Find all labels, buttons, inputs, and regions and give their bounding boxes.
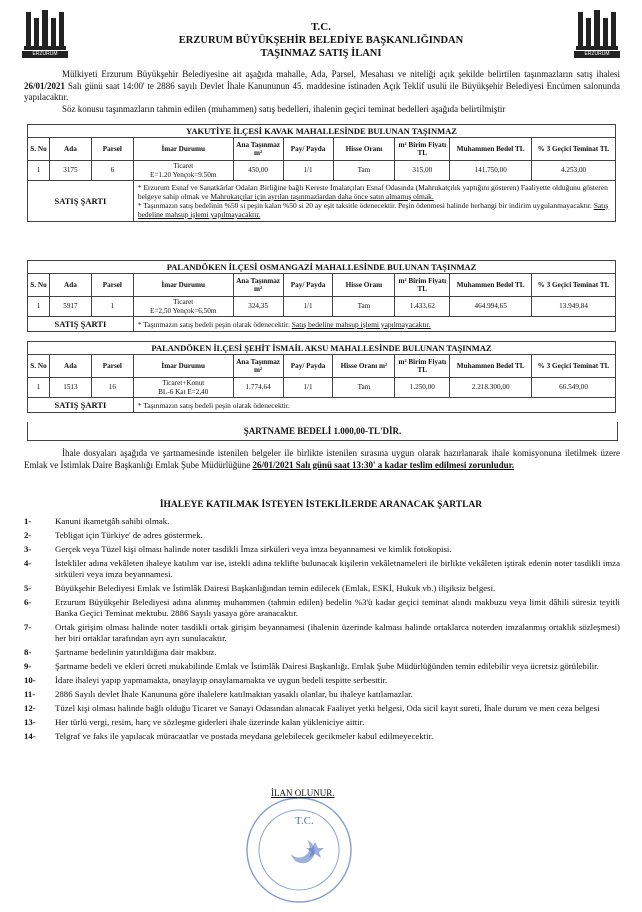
condition-item <box>24 558 620 580</box>
cell-ana: 324,35 <box>233 297 283 317</box>
col-birim: m² Birim Fiyatı TL <box>395 274 450 297</box>
cell-sno: 1 <box>28 378 50 398</box>
col-hisse: Hisse Oranı <box>333 274 395 297</box>
condition-number: 12- <box>24 703 36 713</box>
condition-text: Şartname bedeli ve ekleri ücreti mukabilinde Emlak ve İstimlâk Dairesi Başkanlığı. Emlak Şube Müdürlüğünden temin edilebilir veya ücretsiz görülebilir. <box>55 661 599 671</box>
condition-number: 2- <box>24 530 32 540</box>
sale-condition-text: * Taşınmazın satış bedeli peşin olarak ödenecektir. Satış bedeline mahsup işlemi yapılmayacaktır. <box>133 317 615 332</box>
col-pay: Pay/ Payda <box>283 355 333 378</box>
cell-muhammen: 464.994,65 <box>450 297 532 317</box>
condition-number: 1- <box>24 516 32 526</box>
col-hisse: Hisse Oranı m² <box>333 355 395 378</box>
specification-fee: ŞARTNAME BEDELİ 1.000,00-TL'DİR. <box>27 422 618 441</box>
cell-parsel: 1 <box>91 297 133 317</box>
col-imar: İmar Durumu <box>133 355 233 378</box>
section-title: YAKUTİYE İLÇESİ KAVAK MAHALLESİNDE BULUNAN TAŞINMAZ <box>28 125 616 138</box>
intro-paragraph-1: Mülkiyeti Erzurum Büyükşehir Belediyesine ait aşağıda mahalle, Ada, Parsel, Mesahası ve niteliği açık şekilde belirtilen taşınmazların satış ihalesi 26/01/2021 Salı günü saat 14:00' te 2886 sayılı Devlet İhale Kanununun 45. maddesine istinaden Açık Teklif usulü ile Büyükşehir Belediyesi Encümen salonunda yapılacaktır. <box>24 69 620 102</box>
cell-muhammen: 2.218.300,00 <box>450 378 532 398</box>
section-title: PALANDÖKEN İLÇESİ ŞEHİT İSMAİL AKSU MAHALLESİNDE BULUNAN TAŞINMAZ <box>28 342 616 355</box>
condition-item <box>24 717 620 728</box>
condition-item <box>24 689 620 700</box>
col-ana: Ana Taşınmaz m² <box>233 274 283 297</box>
condition-text: Ortak girişim olması halinde noter tasdikli ortak girişim beyannamesi (ihalenin üzerinde kalması halinde ortaklarca noterden imzalanmış ortaklık sözleşmesi) her biri ortaklar tarafından ayrı ayrı sunulacaktır. <box>55 622 620 643</box>
cell-teminat: 13.949,84 <box>532 297 616 317</box>
cell-muhammen: 141.750,00 <box>450 161 532 181</box>
submission-paragraph: İhale dosyaları aşağıda ve şartnamesinde istenilen belgeler ile birlikte istenilen sırasına uygun olarak hazırlanarak ihale komisyonuna iletilmek üzere Emlak ve İstimlak Daire Başkanlığı Emlak Şube Müdürlüğüne 26/01/2021 Salı günü saat 13:30' a kadar teslim edilmesi zorunludur. <box>24 448 620 470</box>
col-teminat: % 3 Geçici Teminat TL <box>532 274 616 297</box>
condition-item <box>24 703 620 714</box>
condition-number: 10- <box>24 675 36 685</box>
col-muhammen: Muhammen Bedel TL <box>450 355 532 378</box>
col-ana: Ana Taşınmaz m² <box>233 138 283 161</box>
cell-imar <box>133 161 233 181</box>
condition-item <box>24 516 620 527</box>
logo-caption: ERZURUM <box>574 51 620 58</box>
section-title: PALANDÖKEN İLÇESİ OSMANGAZİ MAHALLESİNDE BULUNAN TAŞINMAZ <box>28 261 616 274</box>
col-sno: S. No <box>28 355 50 378</box>
cell-ada: 1513 <box>49 378 91 398</box>
condition-item <box>24 661 620 672</box>
cell-pay: 1/1 <box>283 378 333 398</box>
imar-detail: BL-6 Kat E=2,40 <box>158 387 209 396</box>
condition-text: Tüzel kişi olması halinde bağlı olduğu Ticaret ve Sanayi Odasından alınacak Faaliyet yetki belgesi, Oda sicil kayıt sureti, İhale durum ve men ceza belgesi <box>55 703 600 713</box>
col-parsel: Parsel <box>91 355 133 378</box>
condition-number: 9- <box>24 661 32 671</box>
sale-condition-label: SATIŞ ŞARTI <box>28 181 134 222</box>
cell-birim: 1.250,00 <box>395 378 450 398</box>
condition-text: Erzurum Büyükşehir Belediyesi adına alınmış muhammen (tahmin edilen) bedelin %3'ü kadar geçici teminat alındı makbuzu veya limit dâhili süresiz teyitli Banka Geçici Teminat mektubu. 2886 Sayılı yasaya göre aranacaktır. <box>55 597 620 618</box>
table-row <box>28 378 616 398</box>
col-birim: m² Birim Fiyatı TL <box>395 355 450 378</box>
sale-condition-label: SATIŞ ŞARTI <box>28 398 134 413</box>
cell-imar <box>133 297 233 317</box>
imar-type: Ticaret+Konut <box>162 379 205 387</box>
condition-text: Kanuni ikametgâh sahibi olmak. <box>55 516 170 526</box>
intro-text <box>24 69 620 115</box>
col-muhammen: Muhammen Bedel TL <box>450 138 532 161</box>
col-teminat: % 3 Geçici Teminat TL <box>532 138 616 161</box>
cell-ana: 450,00 <box>233 161 283 181</box>
condition-item <box>24 530 620 541</box>
sale-condition-text: * Taşınmazın satış bedeli peşin olarak ödenecektir. <box>133 398 615 413</box>
col-teminat: % 3 Geçici Teminat TL <box>532 355 616 378</box>
condition-text: Tebligat için Türkiye' de adres göstermek. <box>55 530 203 540</box>
property-table-2 <box>27 260 616 332</box>
condition-number: 5- <box>24 583 32 593</box>
condition-number: 14- <box>24 731 36 741</box>
col-muhammen: Muhammen Bedel TL <box>450 274 532 297</box>
condition-item <box>24 597 620 619</box>
condition-text: İstekliler adına vekâleten ihaleye katılım var ise, istekli adına teklifte bulunacak kişilerin vekâletnameleri ile birlikte vekâleten iştirak edenin noter tasdikli imza sirküleri veya imza beyannamesi. <box>55 558 620 579</box>
header-tc: T.C. <box>311 21 331 33</box>
property-table-3 <box>27 341 616 413</box>
condition-item <box>24 647 620 658</box>
col-parsel: Parsel <box>91 138 133 161</box>
conditions-list <box>24 516 620 745</box>
cell-hisse: Tam <box>333 378 395 398</box>
col-ada: Ada <box>49 355 91 378</box>
cell-teminat: 66.549,00 <box>532 378 616 398</box>
col-pay: Pay/ Payda <box>283 138 333 161</box>
cell-ada: 3175 <box>49 161 91 181</box>
col-pay: Pay/ Payda <box>283 274 333 297</box>
cell-pay: 1/1 <box>283 297 333 317</box>
col-ada: Ada <box>49 274 91 297</box>
condition-text: Büyükşehir Belediyesi Emlak ve İstimlâk Dairesi Başkanlığından temin edilecek (Emlak, ESKİ, Hukuk vb.) ilişiksiz belgesi. <box>55 583 496 593</box>
imar-detail: E=2,50 Yençok=6,50m <box>150 306 217 315</box>
condition-text: Şartname bedelinin yatırıldığına dair makbuz. <box>55 647 217 657</box>
header-organization: ERZURUM BÜYÜKŞEHİR BELEDİYE BAŞKANLIĞINDAN <box>178 35 464 46</box>
col-sno: S. No <box>28 138 50 161</box>
cell-hisse: Tam <box>333 297 395 317</box>
conditions-title: İHALEYE KATILMAK İSTEYEN İSTEKLİLERDE ARANACAK ŞARTLAR <box>159 500 483 510</box>
condition-text: Gerçek veya Tüzel kişi olması halinde noter tasdikli İmza sirküleri veya imza beyannamesi ve kimlik fotokopisi. <box>55 544 452 554</box>
col-imar: İmar Durumu <box>133 138 233 161</box>
imar-detail: E=1.20 Yençok=9.50m <box>150 170 217 179</box>
sale-condition-label: SATIŞ ŞARTI <box>28 317 134 332</box>
cell-sno: 1 <box>28 297 50 317</box>
col-ana: Ana Taşınmaz m² <box>233 355 283 378</box>
cell-sno: 1 <box>28 161 50 181</box>
cell-hisse: Tam <box>333 161 395 181</box>
condition-number: 6- <box>24 597 32 607</box>
page-title: TAŞINMAZ SATIŞ İLANI <box>260 48 382 59</box>
cell-ana: 1.774,64 <box>233 378 283 398</box>
condition-text: Telgraf ve faks ile yapılacak müracaatlar ve postada meydana gelebilecek gecikmeler kabul edilmeyecektir. <box>55 731 434 741</box>
imar-type: Ticaret <box>173 162 194 170</box>
condition-number: 13- <box>24 717 36 727</box>
condition-item <box>24 622 620 644</box>
condition-item <box>24 583 620 594</box>
col-birim: m² Birim Fiyatı TL <box>395 138 450 161</box>
condition-number: 4- <box>24 558 32 568</box>
condition-text: Her türlü vergi, resim, harç ve sözleşme giderleri ihale üzerinde kalan yükleniciye aittir. <box>55 717 365 727</box>
cell-imar <box>133 378 233 398</box>
table-row <box>28 161 616 181</box>
intro-paragraph-2: Söz konusu taşınmazların tahmin edilen (muhammen) satış bedelleri, ihalenin geçici teminat bedelleri aşağıda belirtilmiştir <box>62 103 506 114</box>
property-table-1 <box>27 124 616 222</box>
cell-parsel: 6 <box>91 161 133 181</box>
condition-number: 11- <box>24 689 36 699</box>
imar-type: Ticaret <box>173 298 194 306</box>
col-parsel: Parsel <box>91 274 133 297</box>
condition-item <box>24 544 620 555</box>
cell-birim: 1.433,62 <box>395 297 450 317</box>
condition-item <box>24 675 620 686</box>
cell-pay: 1/1 <box>283 161 333 181</box>
col-ada: Ada <box>49 138 91 161</box>
cell-birim: 315,00 <box>395 161 450 181</box>
stamp-text: T.C. <box>295 815 314 827</box>
condition-item <box>24 731 620 742</box>
condition-number: 8- <box>24 647 32 657</box>
sale-condition-text: * Erzurum Esnaf ve Sanatkârlar Odaları Birliğine bağlı Kereste İmalatçıları Esnaf Odasında (Mahrukatçılık yaptığını gösteren) Faaliyette olduğunu gösteren belgeye sahip olmak ve Mahrukatçılar için ayrılan taşınmazlardan daha önce satın almamış olmak. * Taşınmazın satış bedelinin %50 si peşin kalan %50 si 20 ay eşit taksitle ödenecektir. Peşin ödenmesi halinde herhangi bir indirim uygulanmayacaktır. Satış bedeline mahsup işlemi yapılmayacaktır. <box>133 181 615 222</box>
condition-text: 2886 Sayılı devlet İhale Kanununa göre ihalelere katılmaktan yasaklı olanlar, bu ihaleye katılamazlar. <box>55 689 413 699</box>
col-sno: S. No <box>28 274 50 297</box>
official-stamp <box>233 784 365 904</box>
closing-text: İLAN OLUNUR. <box>271 788 335 798</box>
col-imar: İmar Durumu <box>133 274 233 297</box>
logo-caption: ERZURUM <box>22 51 68 58</box>
condition-number: 3- <box>24 544 32 554</box>
col-hisse: Hisse Oranı <box>333 138 395 161</box>
condition-text: İdare ihaleyi yapıp yapmamakta, onaylayıp onaylamamakta ve uygun bedeli tespitte serbesttir. <box>55 675 388 685</box>
table-row <box>28 297 616 317</box>
cell-teminat: 4.253,00 <box>532 161 616 181</box>
condition-number: 7- <box>24 622 32 632</box>
cell-parsel: 16 <box>91 378 133 398</box>
cell-ada: 5917 <box>49 297 91 317</box>
